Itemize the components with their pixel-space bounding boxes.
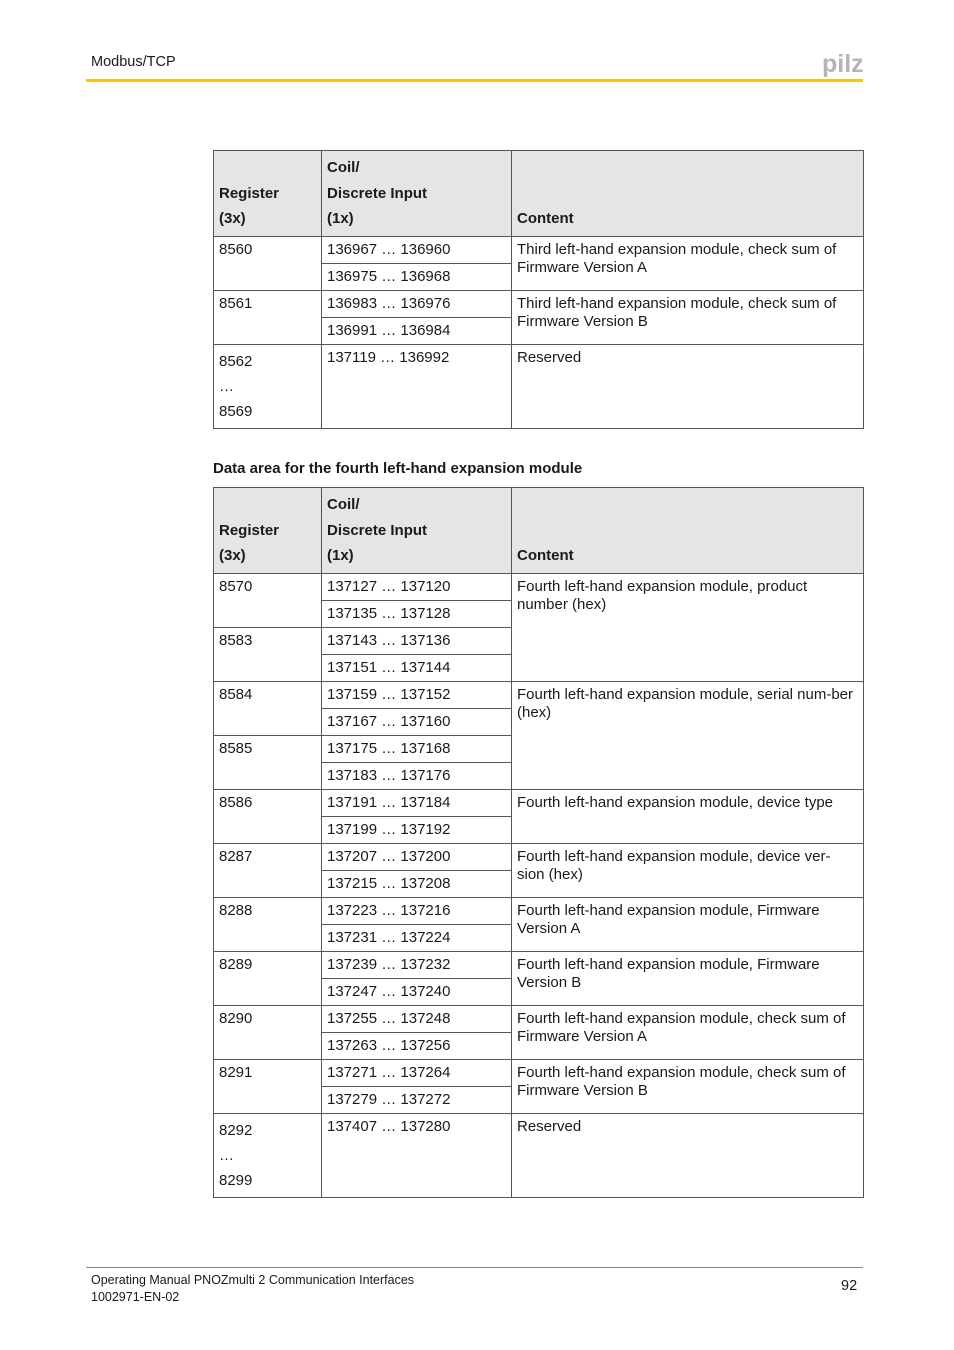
- register-cell: 8288: [214, 897, 322, 951]
- header-register: Register (3x): [214, 151, 322, 237]
- content-cell: Third left-hand expansion module, check sum of Firmware Version B: [512, 290, 864, 344]
- table-row: [214, 344, 864, 428]
- svg-text:pilz: pilz: [822, 50, 864, 78]
- register-cell: 8585: [214, 735, 322, 789]
- pilz-logo: [820, 48, 864, 78]
- header-coil: Coil/ Discrete Input (1x): [322, 488, 512, 574]
- footer-doc-number: 1002971-EN-02: [91, 1290, 180, 1304]
- register-cell: 8289: [214, 951, 322, 1005]
- coil-cell: 137183 … 137176: [322, 762, 512, 789]
- register-table-third-module: [213, 150, 864, 429]
- coil-cell: 137271 … 137264: [322, 1059, 512, 1086]
- table-row: [214, 1059, 864, 1086]
- header-register: Register (3x): [214, 488, 322, 574]
- content-cell: Fourth left-hand expansion module, device type: [512, 789, 864, 843]
- register-cell: 8584: [214, 681, 322, 735]
- coil-cell: 136975 … 136968: [322, 263, 512, 290]
- page-number: 92: [841, 1278, 858, 1294]
- table-row: [214, 843, 864, 870]
- coil-cell: 137151 … 137144: [322, 654, 512, 681]
- table-row: [214, 1113, 864, 1197]
- coil-cell: 136983 … 136976: [322, 290, 512, 317]
- header-coil: Coil/ Discrete Input (1x): [322, 151, 512, 237]
- coil-cell: 137167 … 137160: [322, 708, 512, 735]
- table-row: [214, 789, 864, 816]
- header-rule: [86, 79, 863, 82]
- coil-cell: 136991 … 136984: [322, 317, 512, 344]
- coil-cell: 136967 … 136960: [322, 236, 512, 263]
- coil-cell: 137159 … 137152: [322, 681, 512, 708]
- content-cell: Third left-hand expansion module, check sum of Firmware Version A: [512, 236, 864, 290]
- content-cell: Fourth left-hand expansion module, device ver-sion (hex): [512, 843, 864, 897]
- coil-cell: 137143 … 137136: [322, 627, 512, 654]
- table-row: [214, 290, 864, 317]
- content-cell: Fourth left-hand expansion module, Firmware Version A: [512, 897, 864, 951]
- register-cell: 8287: [214, 843, 322, 897]
- table-header-row: [214, 488, 864, 574]
- coil-cell: 137119 … 136992: [322, 344, 512, 428]
- register-range-cell: 8562 … 8569: [214, 344, 322, 428]
- coil-cell: 137135 … 137128: [322, 600, 512, 627]
- table-row: [214, 681, 864, 708]
- register-cell: 8291: [214, 1059, 322, 1113]
- register-cell: 8561: [214, 290, 322, 344]
- table-header-row: [214, 151, 864, 237]
- table-row: [214, 573, 864, 600]
- register-cell: 8560: [214, 236, 322, 290]
- coil-cell: 137223 … 137216: [322, 897, 512, 924]
- content-cell: Fourth left-hand expansion module, check sum of Firmware Version A: [512, 1005, 864, 1059]
- content-cell: Fourth left-hand expansion module, serial num-ber (hex): [512, 681, 864, 789]
- register-cell: 8570: [214, 573, 322, 627]
- header-content: Content: [512, 151, 864, 237]
- coil-cell: 137407 … 137280: [322, 1113, 512, 1197]
- table-row: [214, 897, 864, 924]
- register-range-cell: 8292 … 8299: [214, 1113, 322, 1197]
- coil-cell: 137199 … 137192: [322, 816, 512, 843]
- coil-cell: 137231 … 137224: [322, 924, 512, 951]
- coil-cell: 137127 … 137120: [322, 573, 512, 600]
- register-cell: 8586: [214, 789, 322, 843]
- footer-manual-title: Operating Manual PNOZmulti 2 Communication Interfaces: [91, 1273, 415, 1287]
- coil-cell: 137279 … 137272: [322, 1086, 512, 1113]
- coil-cell: 137239 … 137232: [322, 951, 512, 978]
- coil-cell: 137175 … 137168: [322, 735, 512, 762]
- coil-cell: 137263 … 137256: [322, 1032, 512, 1059]
- table-row: [214, 1005, 864, 1032]
- page-header-title: Modbus/TCP: [91, 54, 176, 70]
- content-cell: Fourth left-hand expansion module, check sum of Firmware Version B: [512, 1059, 864, 1113]
- content-cell: Reserved: [512, 1113, 864, 1197]
- coil-cell: 137247 … 137240: [322, 978, 512, 1005]
- content-cell: Fourth left-hand expansion module, Firmware Version B: [512, 951, 864, 1005]
- register-table-fourth-module: [213, 487, 864, 1198]
- footer-rule: [86, 1267, 863, 1268]
- register-cell: 8290: [214, 1005, 322, 1059]
- register-cell: 8583: [214, 627, 322, 681]
- coil-cell: 137215 … 137208: [322, 870, 512, 897]
- table-row: [214, 236, 864, 263]
- content-cell: Fourth left-hand expansion module, product number (hex): [512, 573, 864, 681]
- header-content: Content: [512, 488, 864, 574]
- coil-cell: 137207 … 137200: [322, 843, 512, 870]
- section-title: Data area for the fourth left-hand expansion module: [213, 460, 583, 477]
- coil-cell: 137255 … 137248: [322, 1005, 512, 1032]
- table-row: [214, 951, 864, 978]
- coil-cell: 137191 … 137184: [322, 789, 512, 816]
- content-cell: Reserved: [512, 344, 864, 428]
